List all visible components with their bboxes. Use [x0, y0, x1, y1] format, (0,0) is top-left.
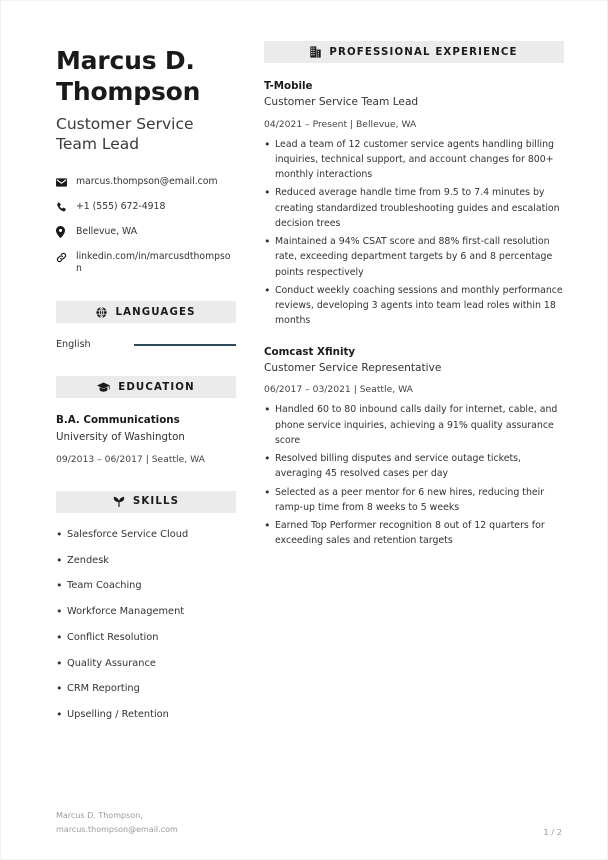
- experience-bullet-text: Earned Top Performer recognition 8 out of 12 quarters for exceeding sales and retention targets: [275, 519, 545, 547]
- job-title: Customer Service Team Lead: [56, 115, 194, 154]
- phone-icon: [56, 200, 76, 214]
- skill-label: Upselling / Retention: [67, 709, 169, 721]
- experience-bullet-text: Handled 60 to 80 inbound calls daily for internet, cable, and phone service inquiries, achieving a 91% quality assurance score: [275, 404, 558, 446]
- education-school: University of Washington: [56, 430, 185, 443]
- list-item: [56, 632, 236, 645]
- page-title: Marcus D. Thompson: [56, 46, 201, 106]
- list-item: [264, 185, 564, 231]
- contact-item-email: [56, 175, 236, 189]
- resume-content: [1, 1, 608, 801]
- envelope-icon: [56, 175, 76, 189]
- section-header-skills: [56, 491, 236, 513]
- education-list: [56, 414, 236, 465]
- experience-company: T-Mobile: [264, 80, 313, 92]
- experience-bullet-list: [264, 137, 564, 329]
- list-item: [264, 283, 564, 329]
- bullet-dot-icon: •: [264, 452, 271, 466]
- section-header-languages: [56, 301, 236, 323]
- section-title-languages: LANGUAGES: [115, 306, 196, 318]
- list-item: [56, 580, 236, 593]
- bullet-dot-icon: •: [264, 137, 271, 151]
- list-item: [56, 709, 236, 722]
- experience-meta: 04/2021 – Present | Bellevue, WA: [264, 118, 417, 130]
- education-meta: 09/2013 – 06/2017 | Seattle, WA: [56, 453, 205, 465]
- experience-meta: 06/2017 – 03/2021 | Seattle, WA: [264, 384, 413, 396]
- section-title-experience: PROFESSIONAL EXPERIENCE: [329, 46, 518, 58]
- experience-bullet-text: Maintained a 94% CSAT score and 88% first-call resolution rate, exceeding department targets by 6 and 8 percentage points respectively: [275, 236, 553, 278]
- bullet-dot-icon: •: [264, 235, 271, 249]
- contact-item-phone: [56, 200, 236, 214]
- contact-email-text: marcus.thompson@email.com: [76, 175, 218, 187]
- list-item: [56, 606, 236, 619]
- section-header-education: [56, 376, 236, 398]
- bullet-dot-icon: •: [264, 283, 271, 297]
- graduation-cap-icon: [97, 382, 110, 393]
- list-item: [264, 234, 564, 280]
- experience-list: [264, 79, 564, 548]
- experience-company: Comcast Xfinity: [264, 345, 356, 358]
- bullet-dot-icon: •: [56, 708, 63, 722]
- bullet-dot-icon: •: [264, 485, 271, 499]
- bullet-dot-icon: •: [56, 527, 63, 541]
- bullet-dot-icon: •: [56, 553, 63, 567]
- language-proficiency-fill: [134, 344, 236, 346]
- skills-list: [56, 529, 236, 722]
- contact-item-linkedin: [56, 250, 236, 275]
- list-item: [56, 555, 236, 568]
- bullet-dot-icon: •: [56, 656, 63, 670]
- building-icon: [310, 46, 321, 58]
- experience-entry: [264, 79, 564, 329]
- contact-item-location: [56, 225, 236, 239]
- location-pin-icon: [56, 225, 76, 239]
- section-title-education: EDUCATION: [118, 381, 195, 393]
- bullet-dot-icon: •: [264, 403, 271, 417]
- list-item: [264, 518, 564, 548]
- section-header-experience: [264, 41, 564, 63]
- footer-name: Marcus D. Thompson,: [56, 811, 143, 820]
- list-item: [264, 485, 564, 515]
- contact-linkedin-text: linkedin.com/in/marcusdthompson: [76, 250, 231, 274]
- experience-bullet-text: Resolved billing disputes and service outage tickets, averaging 45 resolved cases per day: [275, 453, 522, 480]
- skill-label: Zendesk: [67, 554, 109, 566]
- skill-label: Salesforce Service Cloud: [67, 528, 189, 540]
- main-column: [246, 41, 564, 801]
- page-footer: [56, 809, 562, 837]
- experience-role: Customer Service Team Lead: [264, 96, 419, 109]
- list-item: [264, 402, 564, 448]
- link-icon: [56, 250, 76, 264]
- list-item: [56, 529, 236, 542]
- experience-bullet-text: Conduct weekly coaching sessions and monthly performance reviews, developing 3 agents into team lead roles within 18 months: [275, 284, 563, 327]
- language-item: [56, 339, 236, 350]
- education-degree: B.A. Communications: [56, 414, 180, 427]
- list-item: [264, 451, 564, 481]
- skill-label: Workforce Management: [67, 606, 185, 618]
- contact-location-text: Bellevue, WA: [76, 225, 138, 237]
- skill-label: Conflict Resolution: [67, 631, 159, 643]
- bullet-dot-icon: •: [264, 518, 271, 532]
- language-proficiency-bar: [134, 344, 236, 346]
- bullet-dot-icon: •: [56, 579, 63, 593]
- list-item: [56, 683, 236, 696]
- footer-email: marcus.thompson@email.com: [56, 825, 178, 834]
- skill-label: CRM Reporting: [67, 683, 140, 695]
- bullet-dot-icon: •: [56, 630, 63, 644]
- experience-bullet-text: Reduced average handle time from 9.5 to 7.4 minutes by creating standardized troubleshooting guides and escalation decision trees: [275, 187, 560, 229]
- skill-label: Quality Assurance: [67, 657, 156, 669]
- seedling-icon: [113, 496, 125, 507]
- list-item: [56, 658, 236, 671]
- bullet-dot-icon: •: [264, 186, 271, 200]
- experience-bullet-list: [264, 402, 564, 548]
- page-indicator: 1 / 2: [543, 827, 562, 837]
- contact-list: [56, 175, 236, 275]
- languages-list: [56, 339, 236, 350]
- skill-label: Team Coaching: [67, 580, 142, 592]
- experience-bullet-text: Selected as a peer mentor for 6 new hires, reducing their ramp-up time from 8 weeks to 5 weeks: [275, 486, 545, 513]
- sidebar-column: [56, 41, 246, 801]
- experience-role: Customer Service Representative: [264, 361, 442, 374]
- globe-icon: [96, 307, 107, 318]
- list-item: [264, 137, 564, 183]
- contact-phone-text: +1 (555) 672-4918: [76, 200, 166, 212]
- experience-entry: [264, 345, 564, 549]
- experience-bullet-text: Lead a team of 12 customer service agents handling billing inquiries, technical support, and account changes for 800+ monthly interactions: [275, 138, 555, 181]
- language-name: English: [56, 339, 91, 351]
- education-item: [56, 414, 236, 465]
- bullet-dot-icon: •: [56, 682, 63, 696]
- bullet-dot-icon: •: [56, 605, 63, 619]
- footer-identity: [56, 809, 178, 837]
- section-title-skills: SKILLS: [132, 496, 180, 508]
